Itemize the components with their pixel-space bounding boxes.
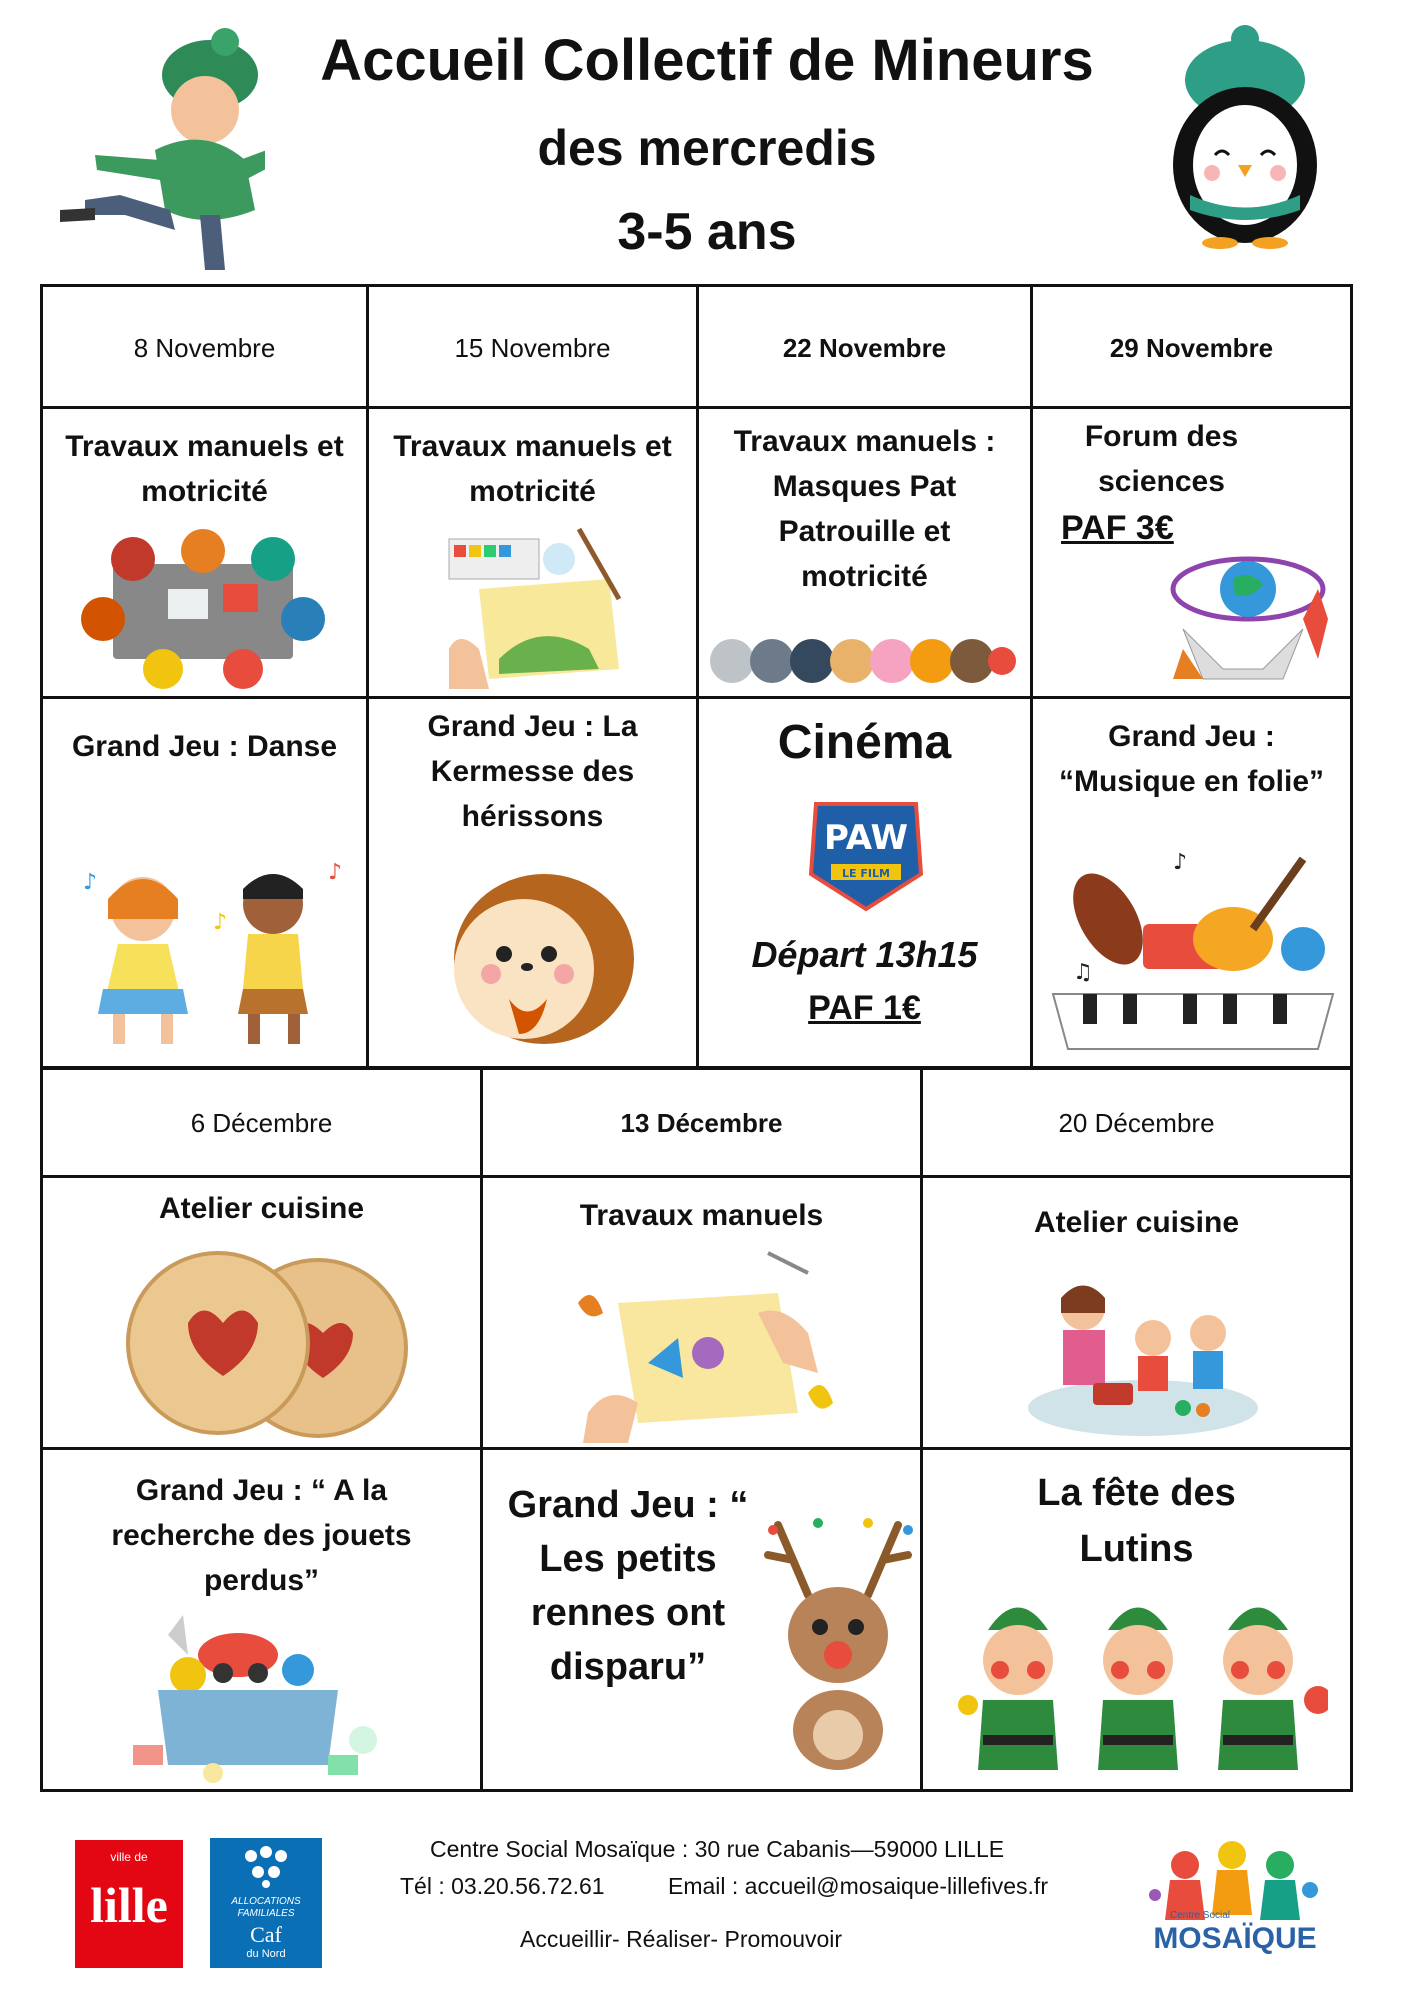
activity-cell bbox=[42, 698, 368, 1068]
date-cell bbox=[42, 1069, 482, 1177]
age-range: 3-5 ans bbox=[617, 203, 797, 261]
date-label: 15 Novembre bbox=[454, 333, 611, 363]
date-cell bbox=[368, 286, 698, 408]
activity-cell bbox=[368, 408, 698, 698]
activity-cell bbox=[42, 408, 368, 698]
date-cell bbox=[922, 1069, 1352, 1177]
activity-cell bbox=[482, 1177, 922, 1449]
activity-title: Atelier cuisine bbox=[158, 1192, 365, 1225]
date-label: 13 Décembre bbox=[620, 1108, 783, 1138]
mosaique-logo-text: MOSAÏQUE bbox=[1153, 1922, 1317, 1955]
dancing-children-illustration bbox=[63, 849, 353, 1049]
activity-title: Forum des sciences bbox=[1084, 420, 1239, 498]
svg-text:LE FILM: LE FILM bbox=[842, 867, 890, 880]
musical-instruments-illustration bbox=[1043, 829, 1343, 1054]
activity-cell bbox=[42, 1177, 482, 1449]
science-illustration bbox=[1163, 529, 1333, 689]
skating-child-illustration bbox=[25, 20, 265, 270]
activity-cell bbox=[922, 1177, 1352, 1449]
activity-title: Travaux manuels bbox=[579, 1199, 824, 1232]
activity-title: Grand Jeu : “ A la recherche des jouets perdus” bbox=[111, 1474, 412, 1597]
activity-title: Grand Jeu : La Kermesse des hérissons bbox=[427, 710, 638, 833]
activity-title: La fête des Lutins bbox=[1037, 1472, 1236, 1570]
date-label: 8 Novembre bbox=[133, 333, 276, 363]
cooking-family-illustration bbox=[1023, 1268, 1263, 1438]
svg-text:♪: ♪ bbox=[328, 860, 343, 885]
caf-line-1: ALLOCATIONS bbox=[231, 1896, 301, 1907]
page-title: Accueil Collectif de Mineurs bbox=[320, 28, 1094, 93]
christmas-elves-illustration bbox=[958, 1590, 1328, 1790]
activity-title: Grand Jeu : “Musique en folie” bbox=[1058, 720, 1325, 798]
activity-cell bbox=[698, 408, 1032, 698]
toy-box-illustration bbox=[128, 1615, 388, 1785]
activity-cell bbox=[1032, 698, 1352, 1068]
svg-text:♪: ♪ bbox=[83, 870, 98, 895]
activity-cell bbox=[1032, 408, 1352, 698]
activity-cell bbox=[42, 1449, 482, 1791]
caf-people-icon bbox=[236, 1846, 296, 1888]
hedgehog-illustration bbox=[429, 849, 639, 1049]
footer-email: Email : accueil@mosaique-lillefives.fr bbox=[668, 1873, 1048, 1899]
reindeer-illustration bbox=[758, 1515, 922, 1775]
caf-line-2: FAMILIALES bbox=[237, 1908, 295, 1919]
date-label: 6 Décembre bbox=[190, 1108, 333, 1138]
activity-title: Grand Jeu : Danse bbox=[71, 730, 338, 763]
activity-cell bbox=[482, 1449, 922, 1791]
activity-price: PAF 3€ bbox=[1061, 509, 1174, 547]
page-subtitle: des mercredis bbox=[537, 120, 877, 176]
activity-price: PAF 1€ bbox=[808, 989, 921, 1027]
date-cell bbox=[482, 1069, 922, 1177]
activity-cell bbox=[922, 1449, 1352, 1791]
footer-phone: Tél : 03.20.56.72.61 bbox=[400, 1873, 605, 1899]
date-cell bbox=[42, 286, 368, 408]
activity-title: Travaux manuels et motricité bbox=[65, 430, 344, 508]
date-label: 29 Novembre bbox=[1109, 333, 1274, 363]
footer-address: Centre Social Mosaïque : 30 rue Cabanis—59000 LILLE bbox=[430, 1836, 1005, 1862]
activity-title: Cinéma bbox=[777, 716, 952, 769]
svg-text:♪: ♪ bbox=[213, 910, 228, 935]
date-label: 20 Décembre bbox=[1058, 1108, 1215, 1138]
jam-cookies-illustration bbox=[103, 1248, 433, 1438]
december-schedule-table bbox=[40, 1067, 1353, 1792]
november-schedule-table bbox=[40, 284, 1353, 1069]
activity-cell bbox=[368, 698, 698, 1068]
centre-social-mosaique-logo bbox=[1140, 1825, 1325, 1985]
footer-motto: Accueillir- Réaliser- Promouvoir bbox=[520, 1926, 843, 1952]
svg-text:♫: ♫ bbox=[1073, 960, 1093, 985]
paw-patrol-movie-logo bbox=[796, 794, 936, 914]
crafts-table-illustration bbox=[73, 529, 333, 689]
svg-text:♪: ♪ bbox=[1173, 850, 1188, 875]
date-cell bbox=[698, 286, 1032, 408]
activity-title: Travaux manuels : Masques Pat Patrouille et motricité bbox=[733, 425, 996, 593]
lille-logo-text: lille bbox=[90, 1877, 168, 1933]
penguin-illustration bbox=[1160, 25, 1330, 250]
svg-text:PAW: PAW bbox=[823, 818, 909, 858]
departure-time: Départ 13h15 bbox=[751, 934, 978, 975]
activity-title: Grand Jeu : “ Les petits rennes ont disparu” bbox=[507, 1484, 749, 1688]
activity-title: Travaux manuels et motricité bbox=[393, 430, 672, 508]
caf-name: Caf bbox=[250, 1922, 282, 1947]
date-cell bbox=[1032, 286, 1352, 408]
painting-illustration bbox=[439, 519, 639, 689]
paper-crafts-illustration bbox=[568, 1243, 838, 1443]
date-label: 22 Novembre bbox=[782, 333, 947, 363]
caf-du-nord-logo bbox=[210, 1838, 322, 1968]
paw-patrol-pups-illustration bbox=[707, 629, 1017, 694]
ville-de-lille-logo bbox=[75, 1840, 183, 1968]
caf-region: du Nord bbox=[246, 1948, 286, 1960]
activity-title: Atelier cuisine bbox=[1033, 1206, 1240, 1239]
mosaique-logo-small-text: Centre Social bbox=[1170, 1910, 1231, 1921]
lille-logo-small-text: ville de bbox=[110, 1850, 148, 1864]
activity-cell bbox=[698, 698, 1032, 1068]
